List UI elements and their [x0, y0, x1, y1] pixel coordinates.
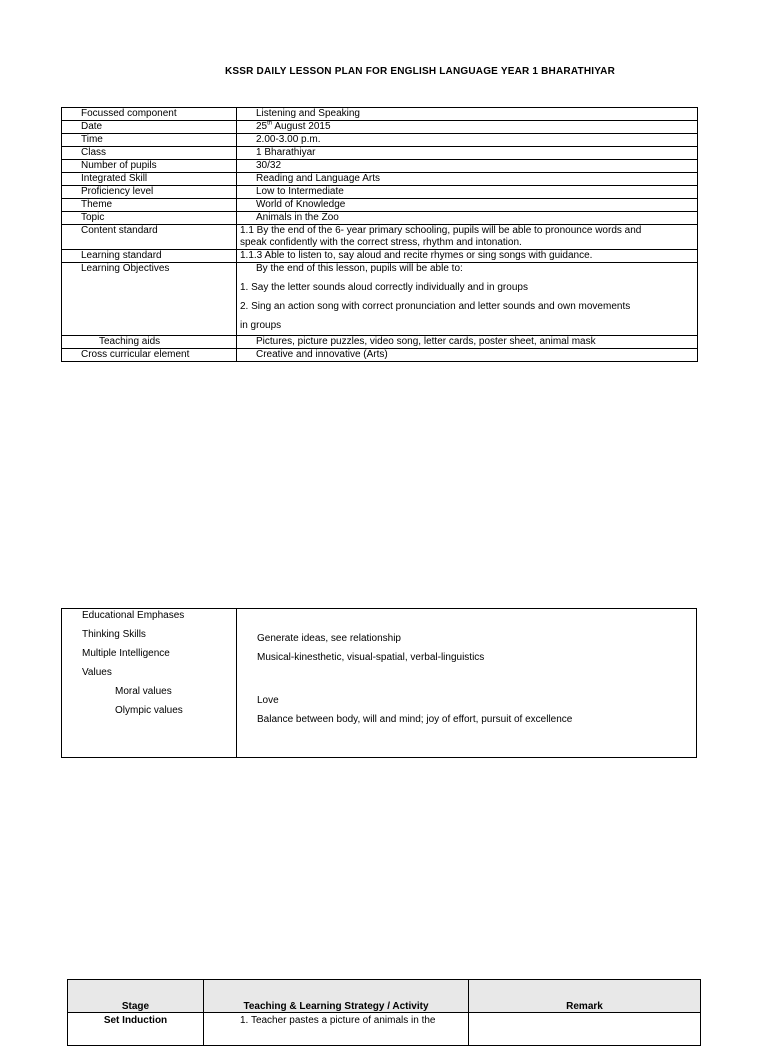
detail-label: Content standard	[62, 225, 237, 250]
content-standard-line-2: speak confidently with the correct stress, rhythm and intonation.	[240, 237, 522, 248]
date-suffix: th	[267, 120, 273, 127]
detail-label: Date	[62, 121, 237, 134]
page-title: KSSR DAILY LESSON PLAN FOR ENGLISH LANGUAGE YEAR 1 BHARATHIYAR	[224, 66, 616, 77]
multiple-intelligence-label: Multiple Intelligence	[82, 648, 170, 659]
detail-label: Proficiency level	[62, 186, 237, 199]
detail-label: Class	[62, 147, 237, 160]
detail-value: Creative and innovative (Arts)	[237, 349, 698, 362]
objective-2: 2. Sing an action song with correct pronunciation and letter sounds and own movements	[240, 301, 631, 312]
table-row	[62, 263, 698, 336]
column-header-activity: Teaching & Learning Strategy / Activity	[204, 980, 469, 1013]
lesson-details-table	[61, 107, 698, 362]
detail-label: Number of pupils	[62, 160, 237, 173]
table-row	[62, 336, 698, 349]
table-row	[62, 108, 698, 121]
detail-label: Teaching aids	[62, 336, 237, 349]
moral-values-value: Love	[257, 695, 279, 706]
detail-value	[237, 263, 698, 336]
date-day: 25	[256, 121, 268, 132]
activity-cell: 1. Teacher pastes a picture of animals in the	[204, 1013, 469, 1046]
thinking-skills-value: Generate ideas, see relationship	[257, 633, 401, 644]
stage-cell: Set Induction	[68, 1013, 204, 1046]
table-row	[62, 121, 698, 134]
detail-value	[237, 225, 698, 250]
table-header-row	[68, 980, 701, 1013]
column-divider	[236, 609, 237, 757]
table-row	[62, 160, 698, 173]
detail-value: 2.00-3.00 p.m.	[237, 134, 698, 147]
values-label: Values	[82, 667, 112, 678]
olympic-values-value: Balance between body, will and mind; joy of effort, pursuit of excellence	[257, 714, 573, 725]
table-row	[62, 147, 698, 160]
detail-value: 1 Bharathiyar	[237, 147, 698, 160]
detail-value: Listening and Speaking	[237, 108, 698, 121]
detail-label: Focussed component	[62, 108, 237, 121]
detail-label: Learning Objectives	[62, 263, 237, 336]
multiple-intelligence-value: Musical-kinesthetic, visual-spatial, verbal-linguistics	[257, 652, 485, 663]
table-row	[62, 173, 698, 186]
objective-2-cont: in groups	[240, 320, 282, 331]
column-header-remark: Remark	[469, 980, 701, 1013]
table-row	[62, 212, 698, 225]
educational-emphases-box	[61, 608, 697, 758]
content-standard-line-1: 1.1 By the end of the 6- year primary schooling, pupils will be able to pronounce words and	[240, 225, 642, 236]
column-header-stage: Stage	[68, 980, 204, 1013]
olympic-values-label: Olympic values	[115, 705, 183, 716]
table-row	[68, 1013, 701, 1046]
detail-label: Topic	[62, 212, 237, 225]
table-row	[62, 134, 698, 147]
detail-label: Learning standard	[62, 250, 237, 263]
objectives-intro: By the end of this lesson, pupils will be able to:	[256, 263, 463, 274]
detail-label: Theme	[62, 199, 237, 212]
table-row	[62, 199, 698, 212]
detail-value: Reading and Language Arts	[237, 173, 698, 186]
date-rest: August 2015	[272, 121, 331, 132]
emphases-heading: Educational Emphases	[82, 610, 185, 621]
table-row	[62, 186, 698, 199]
thinking-skills-label: Thinking Skills	[82, 629, 146, 640]
detail-value: 30/32	[237, 160, 698, 173]
detail-value	[237, 121, 698, 134]
remark-cell	[469, 1013, 701, 1046]
detail-label: Cross curricular element	[62, 349, 237, 362]
moral-values-label: Moral values	[115, 686, 172, 697]
table-row	[62, 250, 698, 263]
objective-1: 1. Say the letter sounds aloud correctly individually and in groups	[240, 282, 528, 293]
detail-label: Integrated Skill	[62, 173, 237, 186]
detail-value: 1.1.3 Able to listen to, say aloud and recite rhymes or sing songs with guidance.	[237, 250, 698, 263]
detail-label: Time	[62, 134, 237, 147]
stages-table	[67, 979, 701, 1046]
detail-value: Animals in the Zoo	[237, 212, 698, 225]
table-row	[62, 349, 698, 362]
table-row	[62, 225, 698, 250]
detail-value: Low to Intermediate	[237, 186, 698, 199]
detail-value: Pictures, picture puzzles, video song, letter cards, poster sheet, animal mask	[237, 336, 698, 349]
detail-value: World of Knowledge	[237, 199, 698, 212]
